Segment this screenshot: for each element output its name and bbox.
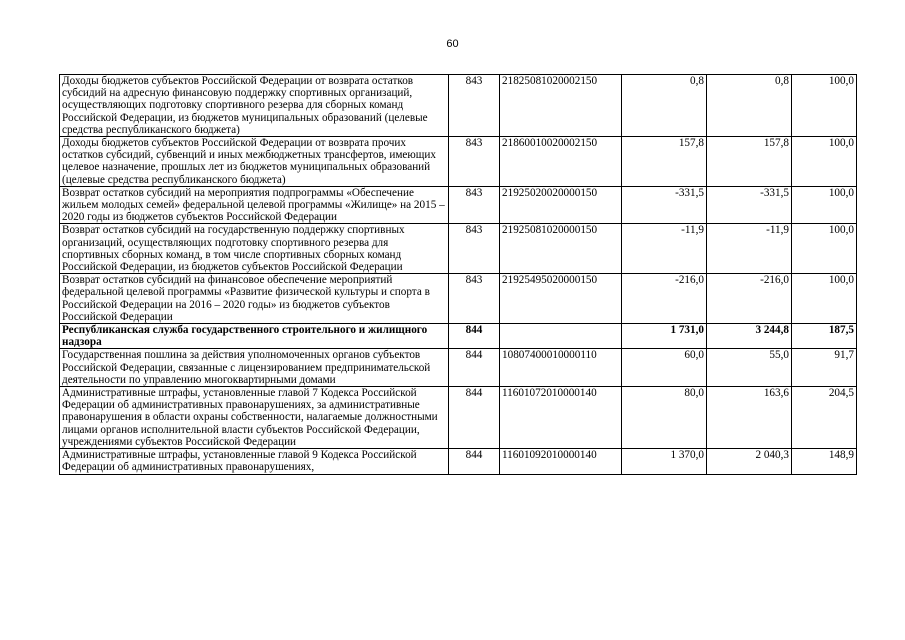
cell-percent: 100,0: [792, 274, 857, 324]
cell-admin-code: 843: [449, 186, 500, 224]
table-row: [60, 387, 857, 449]
table-row: [60, 324, 857, 349]
cell-plan: -11,9: [622, 224, 707, 274]
cell-plan: 80,0: [622, 387, 707, 449]
cell-plan: 1 370,0: [622, 449, 707, 474]
cell-percent: 100,0: [792, 186, 857, 224]
cell-plan: -216,0: [622, 274, 707, 324]
cell-percent: 100,0: [792, 137, 857, 187]
cell-description: Административные штрафы, установленные главой 9 Кодекса Российской Федерации об административных правонарушениях,: [60, 449, 449, 474]
cell-plan: 0,8: [622, 75, 707, 137]
cell-percent: 148,9: [792, 449, 857, 474]
cell-budget-classification-code: [500, 324, 622, 349]
cell-plan: 157,8: [622, 137, 707, 187]
cell-admin-code: 843: [449, 75, 500, 137]
cell-actual: -331,5: [707, 186, 792, 224]
cell-description: Возврат остатков субсидий на мероприятия подпрограммы «Обеспечение жильем молодых семей» федеральной целевой программы «Жилище» на 2015 – 2020 годы из бюджетов субъектов Российской Федерации: [60, 186, 449, 224]
cell-percent: 204,5: [792, 387, 857, 449]
table-row: [60, 349, 857, 387]
table-row: [60, 186, 857, 224]
cell-actual: 2 040,3: [707, 449, 792, 474]
cell-percent: 91,7: [792, 349, 857, 387]
cell-admin-code: 844: [449, 387, 500, 449]
cell-actual: 0,8: [707, 75, 792, 137]
table-body: [60, 75, 857, 475]
cell-budget-classification-code: 21825081020002150: [500, 75, 622, 137]
budget-revenue-table: [59, 74, 857, 475]
cell-description: Доходы бюджетов субъектов Российской Федерации от возврата прочих остатков субсидий, субвенций и иных межбюджетных трансфертов, имеющих целевое назначение, прошлых лет из бюджетов муниципальных образований (целевые средства республиканского бюджета): [60, 137, 449, 187]
cell-admin-code: 843: [449, 274, 500, 324]
cell-admin-code: 844: [449, 449, 500, 474]
cell-percent: 100,0: [792, 75, 857, 137]
cell-budget-classification-code: 11601072010000140: [500, 387, 622, 449]
cell-description: Доходы бюджетов субъектов Российской Федерации от возврата остатков субсидий на адресную финансовую поддержку спортивных организаций, осуществляющих подготовку спортивного резерва для сборных команд Российской Федерации, из бюджетов муниципальных образований (целевые средства республиканского бюджета): [60, 75, 449, 137]
cell-plan: 1 731,0: [622, 324, 707, 349]
cell-budget-classification-code: 11601092010000140: [500, 449, 622, 474]
table-row: [60, 274, 857, 324]
cell-budget-classification-code: 21860010020002150: [500, 137, 622, 187]
cell-actual: 3 244,8: [707, 324, 792, 349]
cell-plan: 60,0: [622, 349, 707, 387]
cell-plan: -331,5: [622, 186, 707, 224]
cell-description: Республиканская служба государственного строительного и жилищного надзора: [60, 324, 449, 349]
cell-actual: -216,0: [707, 274, 792, 324]
cell-percent: 187,5: [792, 324, 857, 349]
page-number: 60: [446, 38, 459, 50]
cell-actual: 163,6: [707, 387, 792, 449]
cell-actual: 157,8: [707, 137, 792, 187]
cell-description: Возврат остатков субсидий на государственную поддержку спортивных организаций, осуществляющих подготовку спортивного резерва для спортивных сборных команд, в том числе спортивных сборных команд Российской Федерации, из бюджетов субъектов Российской Федерации: [60, 224, 449, 274]
cell-percent: 100,0: [792, 224, 857, 274]
cell-admin-code: 844: [449, 349, 500, 387]
cell-description: Государственная пошлина за действия уполномоченных органов субъектов Российской Федерации, связанные с лицензированием предпринимательской деятельности по управлению многоквартирными домами: [60, 349, 449, 387]
cell-admin-code: 844: [449, 324, 500, 349]
cell-actual: 55,0: [707, 349, 792, 387]
cell-budget-classification-code: 10807400010000110: [500, 349, 622, 387]
cell-admin-code: 843: [449, 224, 500, 274]
table-row: [60, 75, 857, 137]
table-row: [60, 137, 857, 187]
table-row: [60, 224, 857, 274]
cell-actual: -11,9: [707, 224, 792, 274]
cell-description: Административные штрафы, установленные главой 7 Кодекса Российской Федерации об административных правонарушениях, за административные правонарушения в области охраны собственности, налагаемые должностными лицами органов исполнительной власти субъектов Российской Федерации, учреждениями субъектов Российской Федерации: [60, 387, 449, 449]
cell-budget-classification-code: 21925081020000150: [500, 224, 622, 274]
table-row: [60, 449, 857, 474]
cell-budget-classification-code: 21925020020000150: [500, 186, 622, 224]
cell-description: Возврат остатков субсидий на финансовое обеспечение мероприятий федеральной целевой программы «Развитие физической культуры и спорта в Российской Федерации на 2016 – 2020 годы» из бюджетов субъектов Российской Федерации: [60, 274, 449, 324]
cell-budget-classification-code: 21925495020000150: [500, 274, 622, 324]
cell-admin-code: 843: [449, 137, 500, 187]
